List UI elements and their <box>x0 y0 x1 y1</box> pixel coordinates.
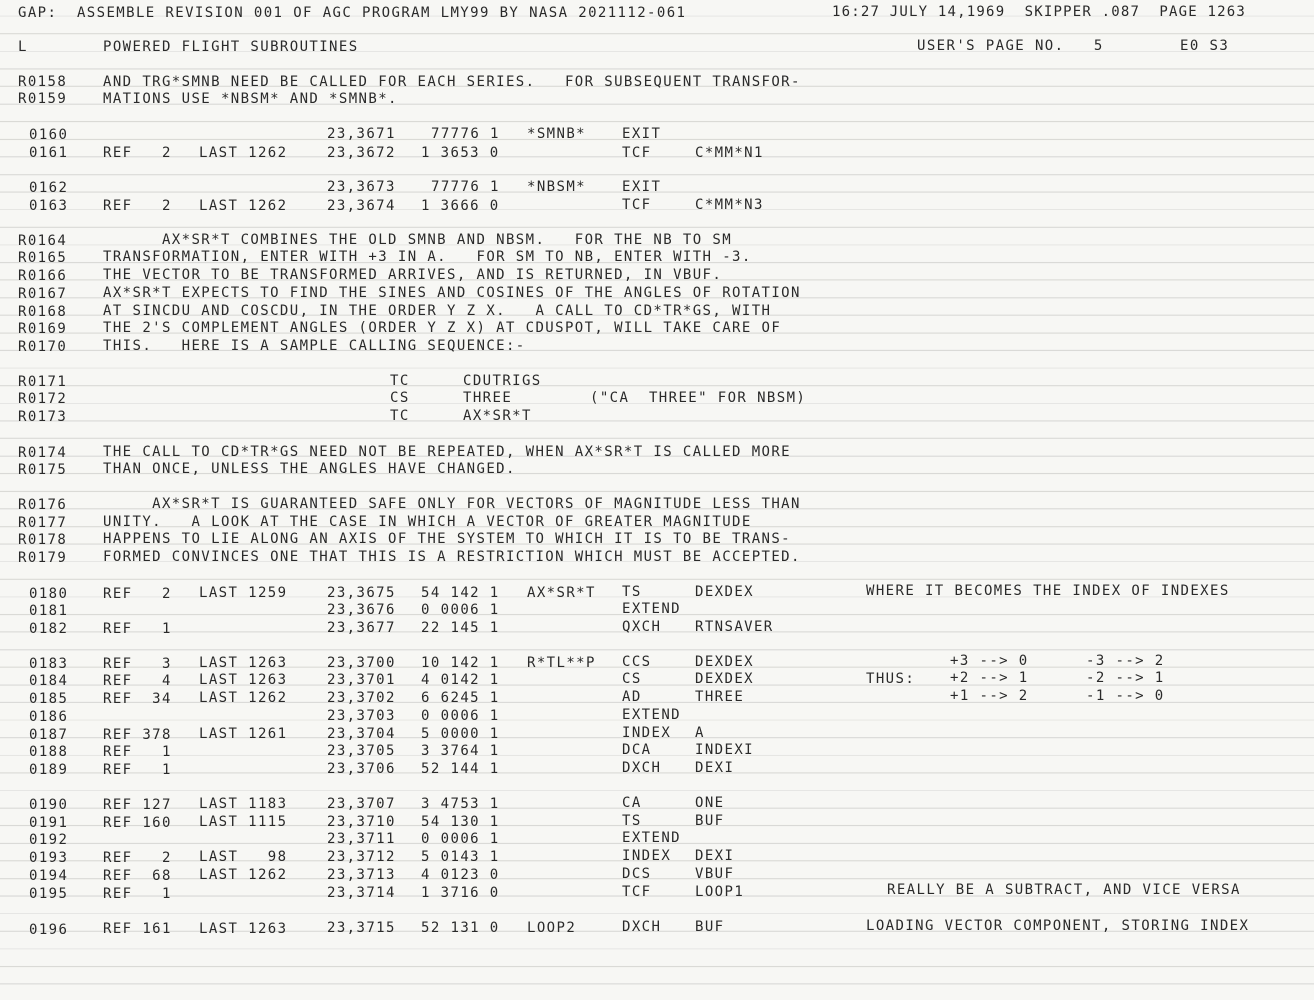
line-number: 0190 <box>29 797 69 813</box>
opcode: DXCH <box>622 919 662 935</box>
address: 23,3674 <box>327 198 396 214</box>
opcode: TS <box>622 813 642 829</box>
remark-text: AX*SR*T COMBINES THE OLD SMNB AND NBSM. FOR THE NB TO SM <box>103 232 733 248</box>
line-number: 0180 <box>29 586 69 602</box>
operand: ONE <box>695 795 725 811</box>
operand: VBUF <box>695 866 735 882</box>
address: 23,3672 <box>327 145 396 161</box>
octal-word: 10 142 1 <box>421 655 500 671</box>
opcode: TC <box>390 373 410 389</box>
line-number: 0193 <box>29 850 69 866</box>
remark-text: UNITY. A LOOK AT THE CASE IN WHICH A VECTOR OF GREATER MAGNITUDE <box>103 514 752 530</box>
address: 23,3677 <box>327 620 396 636</box>
octal-word: 54 130 1 <box>421 814 500 830</box>
opcode: DCS <box>622 866 652 882</box>
operand: A <box>695 725 705 741</box>
opcode: QXCH <box>622 619 662 635</box>
mapping-positive: +2 --> 1 <box>950 670 1029 686</box>
last-ref: LAST 1262 <box>199 690 288 706</box>
ref-count: REF 4 <box>103 673 172 689</box>
octal-word: 4 0123 0 <box>421 867 500 883</box>
line-number: R0168 <box>18 304 68 320</box>
remark-text: THE VECTOR TO BE TRANSFORMED ARRIVES, AND IS RETURNED, IN VBUF. <box>103 267 723 283</box>
octal-word: 1 3666 0 <box>421 198 500 214</box>
line-number: R0164 <box>18 233 68 249</box>
remark-text: AND TRG*SMNB NEED BE CALLED FOR EACH SERIES. FOR SUBSEQUENT TRANSFOR- <box>103 74 801 90</box>
timestamp-header: 16:27 JULY 14,1969 SKIPPER .087 PAGE 1263 <box>832 4 1247 20</box>
line-number: 0182 <box>29 621 69 637</box>
ref-count: REF 1 <box>103 886 172 902</box>
operand: AX*SR*T <box>463 408 532 424</box>
opcode: INDEX <box>622 848 672 864</box>
operand: C*MM*N3 <box>695 197 764 213</box>
line-number: R0178 <box>18 532 68 548</box>
operand: CDUTRIGS <box>463 373 542 389</box>
octal-word: 54 142 1 <box>421 585 500 601</box>
line-number: R0176 <box>18 497 68 513</box>
address: 23,3707 <box>327 796 396 812</box>
line-number: R0172 <box>18 391 68 407</box>
opcode: EXIT <box>622 179 662 195</box>
opcode: DCA <box>622 742 652 758</box>
address: 23,3704 <box>327 726 396 742</box>
last-ref: LAST 1262 <box>199 198 288 214</box>
ref-count: REF 2 <box>103 145 172 161</box>
comment: THUS: <box>866 671 916 687</box>
section-title: POWERED FLIGHT SUBROUTINES <box>103 39 359 55</box>
ref-count: REF 161 <box>103 921 172 937</box>
line-number: 0186 <box>29 709 69 725</box>
remark-text: THE 2'S COMPLEMENT ANGLES (ORDER Y Z X) AT CDUSPOT, WILL TAKE CARE OF <box>103 320 782 336</box>
operand: BUF <box>695 919 725 935</box>
address: 23,3711 <box>327 831 396 847</box>
address: 23,3702 <box>327 690 396 706</box>
operand: DEXI <box>695 760 735 776</box>
code-label: AX*SR*T <box>527 585 596 601</box>
address: 23,3715 <box>327 920 396 936</box>
octal-word: 77776 1 <box>431 126 500 142</box>
line-number: 0183 <box>29 656 69 672</box>
last-ref: LAST 1261 <box>199 726 288 742</box>
octal-word: 0 0006 1 <box>421 602 500 618</box>
remark-text: HAPPENS TO LIE ALONG AN AXIS OF THE SYSTEM TO WHICH IT IS TO BE TRANS- <box>103 531 792 547</box>
line-number: 0163 <box>29 198 69 214</box>
opcode: TCF <box>622 884 652 900</box>
octal-word: 5 0143 1 <box>421 849 500 865</box>
opcode: TS <box>622 584 642 600</box>
last-ref: LAST 1262 <box>199 145 288 161</box>
opcode: CA <box>622 795 642 811</box>
line-number: R0158 <box>18 74 68 90</box>
operand: THREE <box>463 390 513 406</box>
line-number: R0169 <box>18 321 68 337</box>
line-number: 0162 <box>29 180 69 196</box>
line-number: 0195 <box>29 886 69 902</box>
comment: WHERE IT BECOMES THE INDEX OF INDEXES <box>866 583 1230 599</box>
octal-word: 4 0142 1 <box>421 672 500 688</box>
address: 23,3710 <box>327 814 396 830</box>
code-label: R*TL**P <box>527 655 596 671</box>
octal-word: 3 4753 1 <box>421 796 500 812</box>
octal-word: 5 0000 1 <box>421 726 500 742</box>
operand: C*MM*N1 <box>695 145 764 161</box>
opcode: DXCH <box>622 760 662 776</box>
last-ref: LAST 1263 <box>199 921 288 937</box>
operand: THREE <box>695 689 745 705</box>
mapping-negative: -2 --> 1 <box>1086 670 1165 686</box>
remark-text: AX*SR*T IS GUARANTEED SAFE ONLY FOR VECTORS OF MAGNITUDE LESS THAN <box>103 496 801 512</box>
ref-count: REF 2 <box>103 198 172 214</box>
remark-text: THAN ONCE, UNLESS THE ANGLES HAVE CHANGED. <box>103 461 516 477</box>
octal-word: 52 131 0 <box>421 920 500 936</box>
section-flag: L <box>18 39 28 55</box>
opcode: TCF <box>622 145 652 161</box>
ref-count: REF 3 <box>103 656 172 672</box>
line-number: 0188 <box>29 744 69 760</box>
line-number: 0192 <box>29 832 69 848</box>
comment: REALLY BE A SUBTRACT, AND VICE VERSA <box>887 882 1241 898</box>
address: 23,3701 <box>327 672 396 688</box>
octal-word: 3 3764 1 <box>421 743 500 759</box>
address: 23,3713 <box>327 867 396 883</box>
operand: BUF <box>695 813 725 829</box>
opcode: CS <box>622 671 642 687</box>
opcode: AD <box>622 689 642 705</box>
ref-count: REF 1 <box>103 621 172 637</box>
opcode: EXTEND <box>622 707 681 723</box>
line-number: 0160 <box>29 127 69 143</box>
ref-count: REF 127 <box>103 797 172 813</box>
code-label: *SMNB* <box>527 126 586 142</box>
line-number: 0185 <box>29 691 69 707</box>
remark-text: AX*SR*T EXPECTS TO FIND THE SINES AND COSINES OF THE ANGLES OF ROTATION <box>103 285 801 301</box>
line-number: 0161 <box>29 145 69 161</box>
mapping-negative: -1 --> 0 <box>1086 688 1165 704</box>
address: 23,3675 <box>327 585 396 601</box>
line-number: 0194 <box>29 868 69 884</box>
last-ref: LAST 1263 <box>199 672 288 688</box>
line-number: 0187 <box>29 727 69 743</box>
operand: DEXDEX <box>695 654 754 670</box>
opcode: CCS <box>622 654 652 670</box>
line-number: R0174 <box>18 445 68 461</box>
opcode: EXTEND <box>622 601 681 617</box>
operand: DEXI <box>695 848 735 864</box>
line-number: R0179 <box>18 550 68 566</box>
last-ref: LAST 98 <box>199 849 288 865</box>
operand: INDEXI <box>695 742 754 758</box>
users-page-number: USER'S PAGE NO. 5 <box>917 38 1104 54</box>
line-number: 0181 <box>29 603 69 619</box>
opcode: INDEX <box>622 725 672 741</box>
opcode: TCF <box>622 197 652 213</box>
line-number: R0159 <box>18 91 68 107</box>
octal-word: 52 144 1 <box>421 761 500 777</box>
line-number: R0177 <box>18 515 68 531</box>
line-number: R0167 <box>18 286 68 302</box>
remark-text: MATIONS USE *NBSM* AND *SMNB*. <box>103 91 398 107</box>
code-label: *NBSM* <box>527 179 586 195</box>
line-number: R0166 <box>18 268 68 284</box>
mapping-negative: -3 --> 2 <box>1086 653 1165 669</box>
line-number: 0191 <box>29 815 69 831</box>
comment: ("CA THREE" FOR NBSM) <box>590 390 807 406</box>
address: 23,3673 <box>327 179 396 195</box>
ref-count: REF 68 <box>103 868 172 884</box>
last-ref: LAST 1183 <box>199 796 288 812</box>
last-ref: LAST 1115 <box>199 814 288 830</box>
line-number: R0173 <box>18 409 68 425</box>
ref-count: REF 378 <box>103 727 172 743</box>
address: 23,3705 <box>327 743 396 759</box>
opcode: TC <box>390 408 410 424</box>
octal-word: 0 0006 1 <box>421 708 500 724</box>
remark-text: THE CALL TO CD*TR*GS NEED NOT BE REPEATED, WHEN AX*SR*T IS CALLED MORE <box>103 444 792 460</box>
comment: LOADING VECTOR COMPONENT, STORING INDEX <box>866 918 1250 934</box>
operand: DEXDEX <box>695 671 754 687</box>
octal-word: 22 145 1 <box>421 620 500 636</box>
ref-count: REF 1 <box>103 744 172 760</box>
mapping-positive: +1 --> 2 <box>950 688 1029 704</box>
line-number: 0189 <box>29 762 69 778</box>
ref-count: REF 2 <box>103 850 172 866</box>
remark-text: THIS. HERE IS A SAMPLE CALLING SEQUENCE:- <box>103 338 526 354</box>
octal-word: 77776 1 <box>431 179 500 195</box>
octal-word: 1 3653 0 <box>421 145 500 161</box>
last-ref: LAST 1263 <box>199 655 288 671</box>
mapping-positive: +3 --> 0 <box>950 653 1029 669</box>
address: 23,3712 <box>327 849 396 865</box>
line-number: R0171 <box>18 374 68 390</box>
code-label: LOOP2 <box>527 920 577 936</box>
line-number: R0175 <box>18 462 68 478</box>
last-ref: LAST 1259 <box>199 585 288 601</box>
line-number: 0196 <box>29 922 69 938</box>
line-number: 0184 <box>29 673 69 689</box>
address: 23,3714 <box>327 885 396 901</box>
page-code: E0 S3 <box>1180 38 1230 54</box>
opcode: EXIT <box>622 126 662 142</box>
ref-count: REF 2 <box>103 586 172 602</box>
address: 23,3671 <box>327 126 396 142</box>
ref-count: REF 34 <box>103 691 172 707</box>
address: 23,3703 <box>327 708 396 724</box>
remark-text: AT SINCDU AND COSCDU, IN THE ORDER Y Z X. A CALL TO CD*TR*GS, WITH <box>103 303 772 319</box>
address: 23,3700 <box>327 655 396 671</box>
line-number: R0165 <box>18 250 68 266</box>
program-header: GAP: ASSEMBLE REVISION 001 OF AGC PROGRAM LMY99 BY NASA 2021112-061 <box>18 5 687 21</box>
line-number: R0170 <box>18 339 68 355</box>
octal-word: 6 6245 1 <box>421 690 500 706</box>
remark-text: FORMED CONVINCES ONE THAT THIS IS A RESTRICTION WHICH MUST BE ACCEPTED. <box>103 549 801 565</box>
operand: DEXDEX <box>695 584 754 600</box>
ref-count: REF 1 <box>103 762 172 778</box>
remark-text: TRANSFORMATION, ENTER WITH +3 IN A. FOR SM TO NB, ENTER WITH -3. <box>103 249 752 265</box>
opcode: CS <box>390 390 410 406</box>
address: 23,3706 <box>327 761 396 777</box>
operand: RTNSAVER <box>695 619 774 635</box>
octal-word: 1 3716 0 <box>421 885 500 901</box>
octal-word: 0 0006 1 <box>421 831 500 847</box>
opcode: EXTEND <box>622 830 681 846</box>
last-ref: LAST 1262 <box>199 867 288 883</box>
ref-count: REF 160 <box>103 815 172 831</box>
operand: LOOP1 <box>695 884 745 900</box>
address: 23,3676 <box>327 602 396 618</box>
